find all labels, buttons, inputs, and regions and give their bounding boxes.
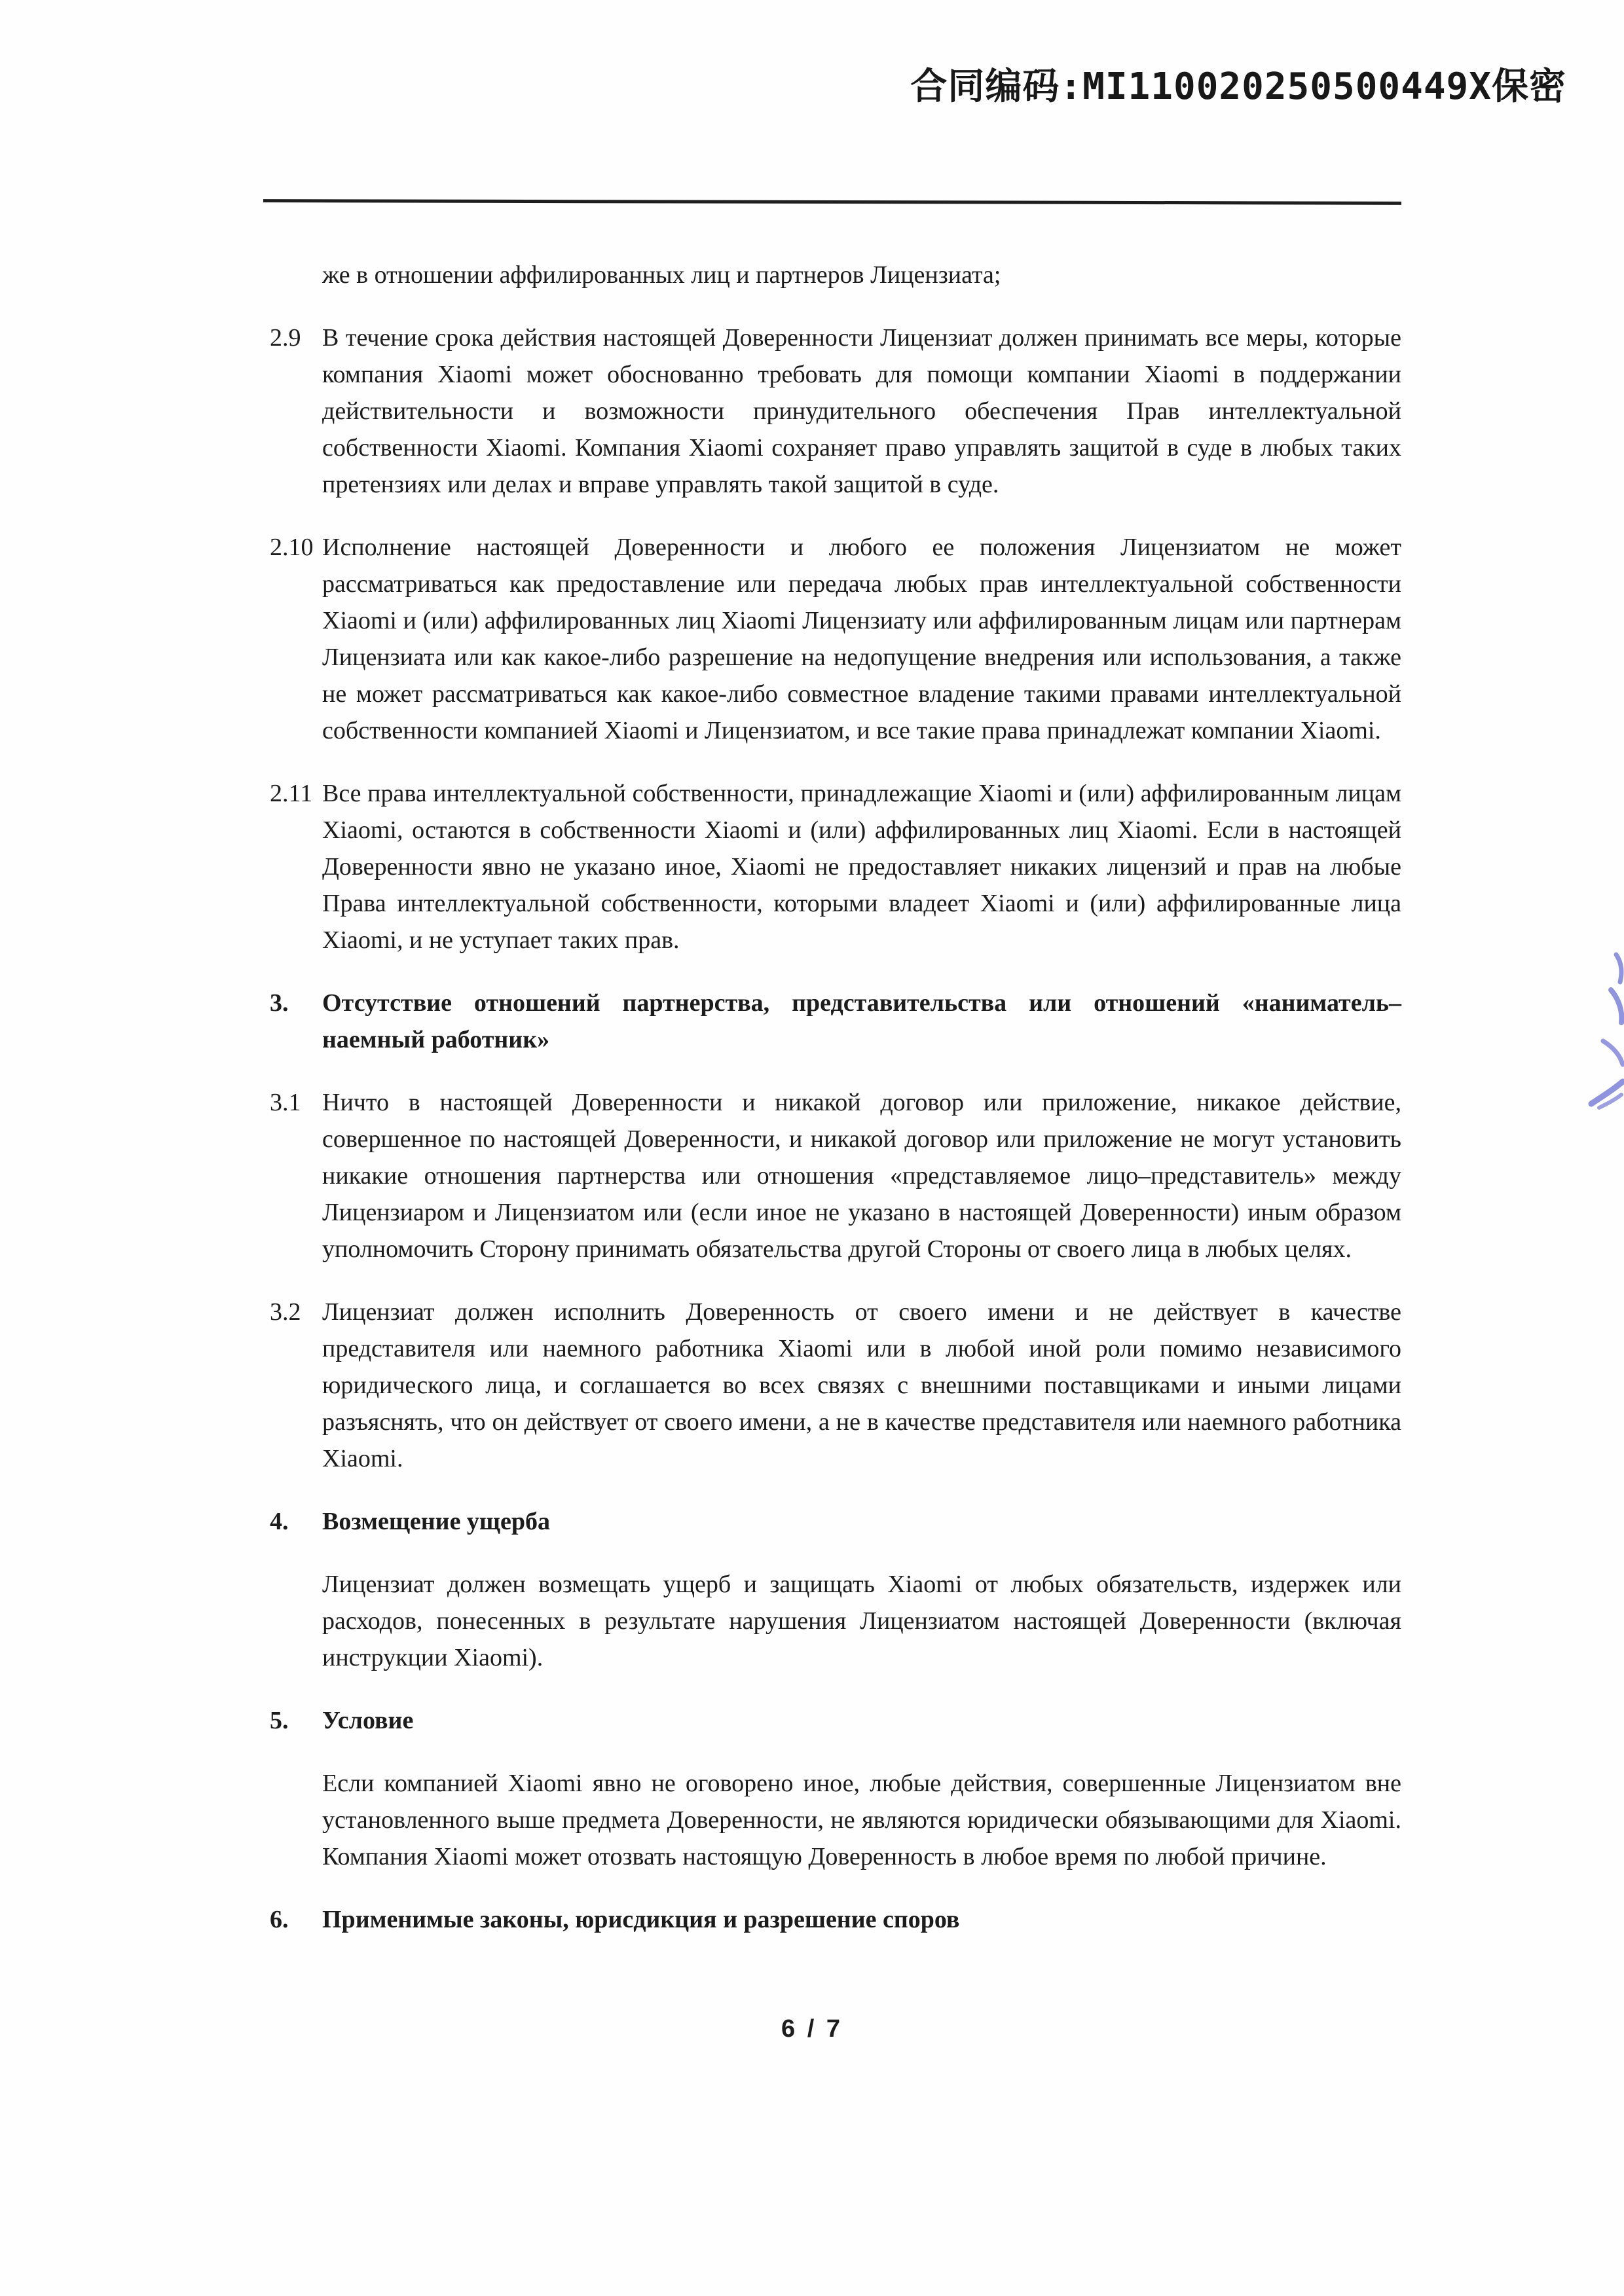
clause-2-11 (270, 775, 1401, 958)
section-title: Применимые законы, юрисдикция и разрешение споров (322, 1906, 960, 1933)
clause-text: же в отношении аффилированных лиц и партнеров Лицензиата; (322, 261, 1001, 289)
section-6-heading (270, 1901, 1401, 1938)
header-divider-rule (263, 199, 1401, 205)
section-4-heading (270, 1503, 1401, 1540)
document-body (270, 257, 1401, 1938)
page-number: 6 / 7 (781, 2015, 843, 2043)
clause-number: 2.11 (270, 780, 313, 807)
clause-3-1 (270, 1084, 1401, 1267)
clause-3-2 (270, 1294, 1401, 1477)
section-5-body (270, 1765, 1401, 1875)
section-3-heading (270, 985, 1401, 1058)
section-number: 4. (270, 1508, 289, 1535)
clause-number: 3.2 (270, 1298, 301, 1326)
section-title: Возмещение ущерба (322, 1508, 551, 1535)
clause-continuation-line (270, 257, 1401, 293)
clause-text: Ничто в настоящей Доверенности и никакой договор или приложение, никакое действие, совершенное по настоящей Доверенности, и никакой договор или приложение не могут установить никакие отношения партнерства или отношения «представляемое лицо–представитель» между Лицензиаром и Лицензиатом или (если иное не указано в настоящей Доверенности) иным образом уполномочить Сторону принимать обязательства другой Стороны от своего лица в любых целях. (322, 1089, 1401, 1263)
section-title: Отсутствие отношений партнерства, представительства или отношений «наниматель–наемный работник» (322, 989, 1401, 1053)
section-5-heading (270, 1702, 1401, 1739)
clause-number: 3.1 (270, 1089, 301, 1116)
clause-2-9 (270, 319, 1401, 503)
section-number: 3. (270, 989, 289, 1017)
pen-scribble-marks-icon (1565, 943, 1624, 1133)
section-number: 6. (270, 1906, 289, 1933)
clause-text: Лицензиат должен исполнить Доверенность от своего имени и не действует в качестве представителя или наемного работника Xiaomi или в любой иной роли помимо независимого юридического лица, и соглашается во всех связях с внешними поставщиками и иными лицами разъяснять, что он действует от своего имени, а не в качестве представителя или наемного работника Xiaomi. (322, 1298, 1401, 1472)
section-4-body (270, 1566, 1401, 1676)
clause-number: 2.10 (270, 534, 314, 561)
section-number: 5. (270, 1707, 289, 1734)
contract-code-header: 合同编码:MI110020250500449X保密 (910, 65, 1566, 108)
section-title: Условие (322, 1707, 414, 1734)
clause-text: Если компанией Xiaomi явно не оговорено иное, любые действия, совершенные Лицензиатом вне установленного выше предмета Доверенности, не являются юридически обязывающими для Xiaomi. Компания Xiaomi может отозвать настоящую Доверенность в любое время по любой причине. (322, 1770, 1401, 1870)
clause-text: Исполнение настоящей Доверенности и любого ее положения Лицензиатом не может рассматриваться как предоставление или передача любых прав интеллектуальной собственности Xiaomi и (или) аффилированных лиц Xiaomi Лицензиату или аффилированным лицам или партнерам Лицензиата или как какое-либо разрешение на недопущение внедрения или использования, а также не может рассматриваться как какое-либо совместное владение такими правами интеллектуальной собственности компанией Xiaomi и Лицензиатом, и все такие права принадлежат компании Xiaomi. (322, 534, 1401, 744)
clause-text: Лицензиат должен возмещать ущерб и защищать Xiaomi от любых обязательств, издержек или расходов, понесенных в результате нарушения Лицензиатом настоящей Доверенности (включая инструкции Xiaomi). (322, 1571, 1401, 1671)
clause-text: В течение срока действия настоящей Доверенности Лицензиат должен принимать все меры, которые компания Xiaomi может обоснованно требовать для помощи компании Xiaomi в поддержании действительности и возможности принудительного обеспечения Прав интеллектуальной собственности Xiaomi. Компания Xiaomi сохраняет право управлять защитой в суде в любых таких претензиях или делах и вправе управлять такой защитой в суде. (322, 324, 1401, 498)
clause-2-10 (270, 529, 1401, 749)
clause-text: Все права интеллектуальной собственности, принадлежащие Xiaomi и (или) аффилированным лицам Xiaomi, остаются в собственности Xiaomi и (или) аффилированных лиц Xiaomi. Если в настоящей Доверенности явно не указано иное, Xiaomi не предоставляет никаких лицензий и прав на любые Права интеллектуальной собственности, которыми владеет Xiaomi и (или) аффилированные лица Xiaomi, и не уступает таких прав. (322, 780, 1401, 954)
clause-number: 2.9 (270, 324, 301, 352)
